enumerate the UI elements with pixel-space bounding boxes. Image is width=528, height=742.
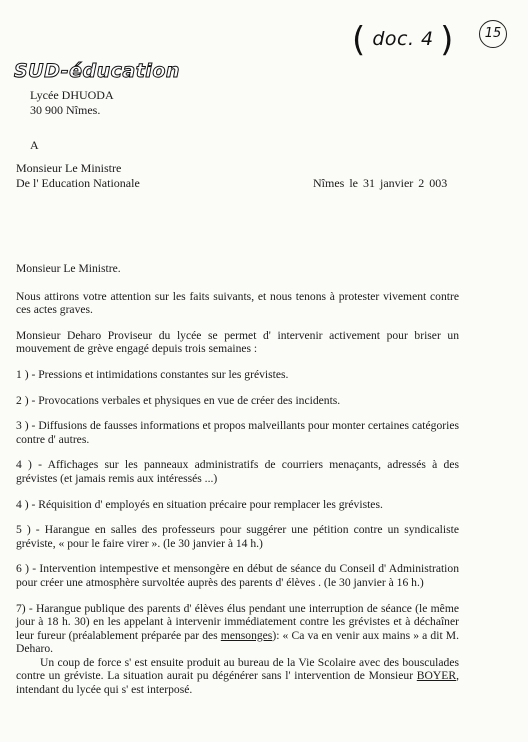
list-item-3: 3 ) - Diffusions de fausses informations et propos malveillants pour monter certaines catégories contre d' autres. xyxy=(16,419,459,446)
doc-note-text: doc. 4 xyxy=(372,28,434,50)
list-item-1: 1 ) - Pressions et intimidations constantes sur les grévistes. xyxy=(16,367,289,381)
list-item-8-underlined: mensonges xyxy=(220,628,273,642)
list-item-8 xyxy=(16,602,459,656)
list-item-5: 4 ) - Réquisition d' employés en situation précaire pour remplacer les grévistes. xyxy=(16,497,383,511)
open-paren-mark: ( xyxy=(352,20,366,60)
recipient-line-1: Monsieur Le Ministre xyxy=(16,161,122,175)
recipient-line-2: De l' Education Nationale xyxy=(16,176,140,190)
list-item-6: 5 ) - Harangue en salles des professeurs pour suggérer une pétition contre un syndicaliste gréviste, « pour le faire virer ». (le 30 janvier à 14 h.) xyxy=(16,523,459,550)
paragraph-context: Monsieur Deharo Proviseur du lycée se permet d' intervenir activement pour briser un mouvement de grève engagé depuis trois semaines : xyxy=(16,328,459,356)
sender-address: 30 900 Nîmes. xyxy=(30,103,101,117)
closing-text-a: Un coup de force s' est ensuite produit au bureau de la Vie Scolaire avec des bousculades contre un gréviste. La situation aurait pu dégénérer sans l' intervention de Monsieur xyxy=(16,655,459,683)
close-paren-mark: ) xyxy=(440,20,454,60)
date-line: Nîmes le 31 janvier 2 003 xyxy=(313,176,448,190)
sud-education-logo: SUD-éducation xyxy=(14,60,180,82)
sender-school: Lycée DHUODA xyxy=(30,88,114,102)
recipient-block xyxy=(16,161,140,191)
letter-body xyxy=(16,262,459,697)
list-item-4: 4 ) - Affichages sur les panneaux administratifs de courriers menaçants, adressés à des grévistes (et jamais remis aux intéressés ...) xyxy=(16,458,459,485)
paragraph-closing xyxy=(16,656,459,697)
salutation: Monsieur Le Ministre. xyxy=(16,262,121,275)
closing-underlined-name: BOYER xyxy=(416,669,457,683)
list-item-2: 2 ) - Provocations verbales et physiques en vue de créer des incidents. xyxy=(16,393,341,407)
paragraph-intro: Nous attirons votre attention sur les faits suivants, et nous tenons à protester vivement contre ces actes graves. xyxy=(16,289,459,317)
list-item-8-text-a: 7) - Harangue publique des parents d' élèves élus pendant une interruption de séance (le même jour à 18 h. 30) en les appelant à intervenir immédiatement contre les grévistes et à déchaîner leur fureur (préalablement préparée par des xyxy=(16,601,459,642)
handwritten-doc-note xyxy=(352,20,454,60)
circled-page-number: 15 xyxy=(479,20,507,48)
list-item-7: 6 ) - Intervention intempestive et mensongère en début de séance du Conseil d' Administration pour créer une atmosphère survoltée auprès des parents d' élèves . (le 30 janvier à 16 h.) xyxy=(16,562,459,589)
to-label: A xyxy=(30,138,39,152)
sender-block xyxy=(30,88,114,118)
list-item-8-text-b: ): « Ca va en venir aux mains » a dit M. Deharo. xyxy=(16,628,459,656)
closing-text-b: , intendant du lycée qui s' est interposé. xyxy=(16,669,459,697)
